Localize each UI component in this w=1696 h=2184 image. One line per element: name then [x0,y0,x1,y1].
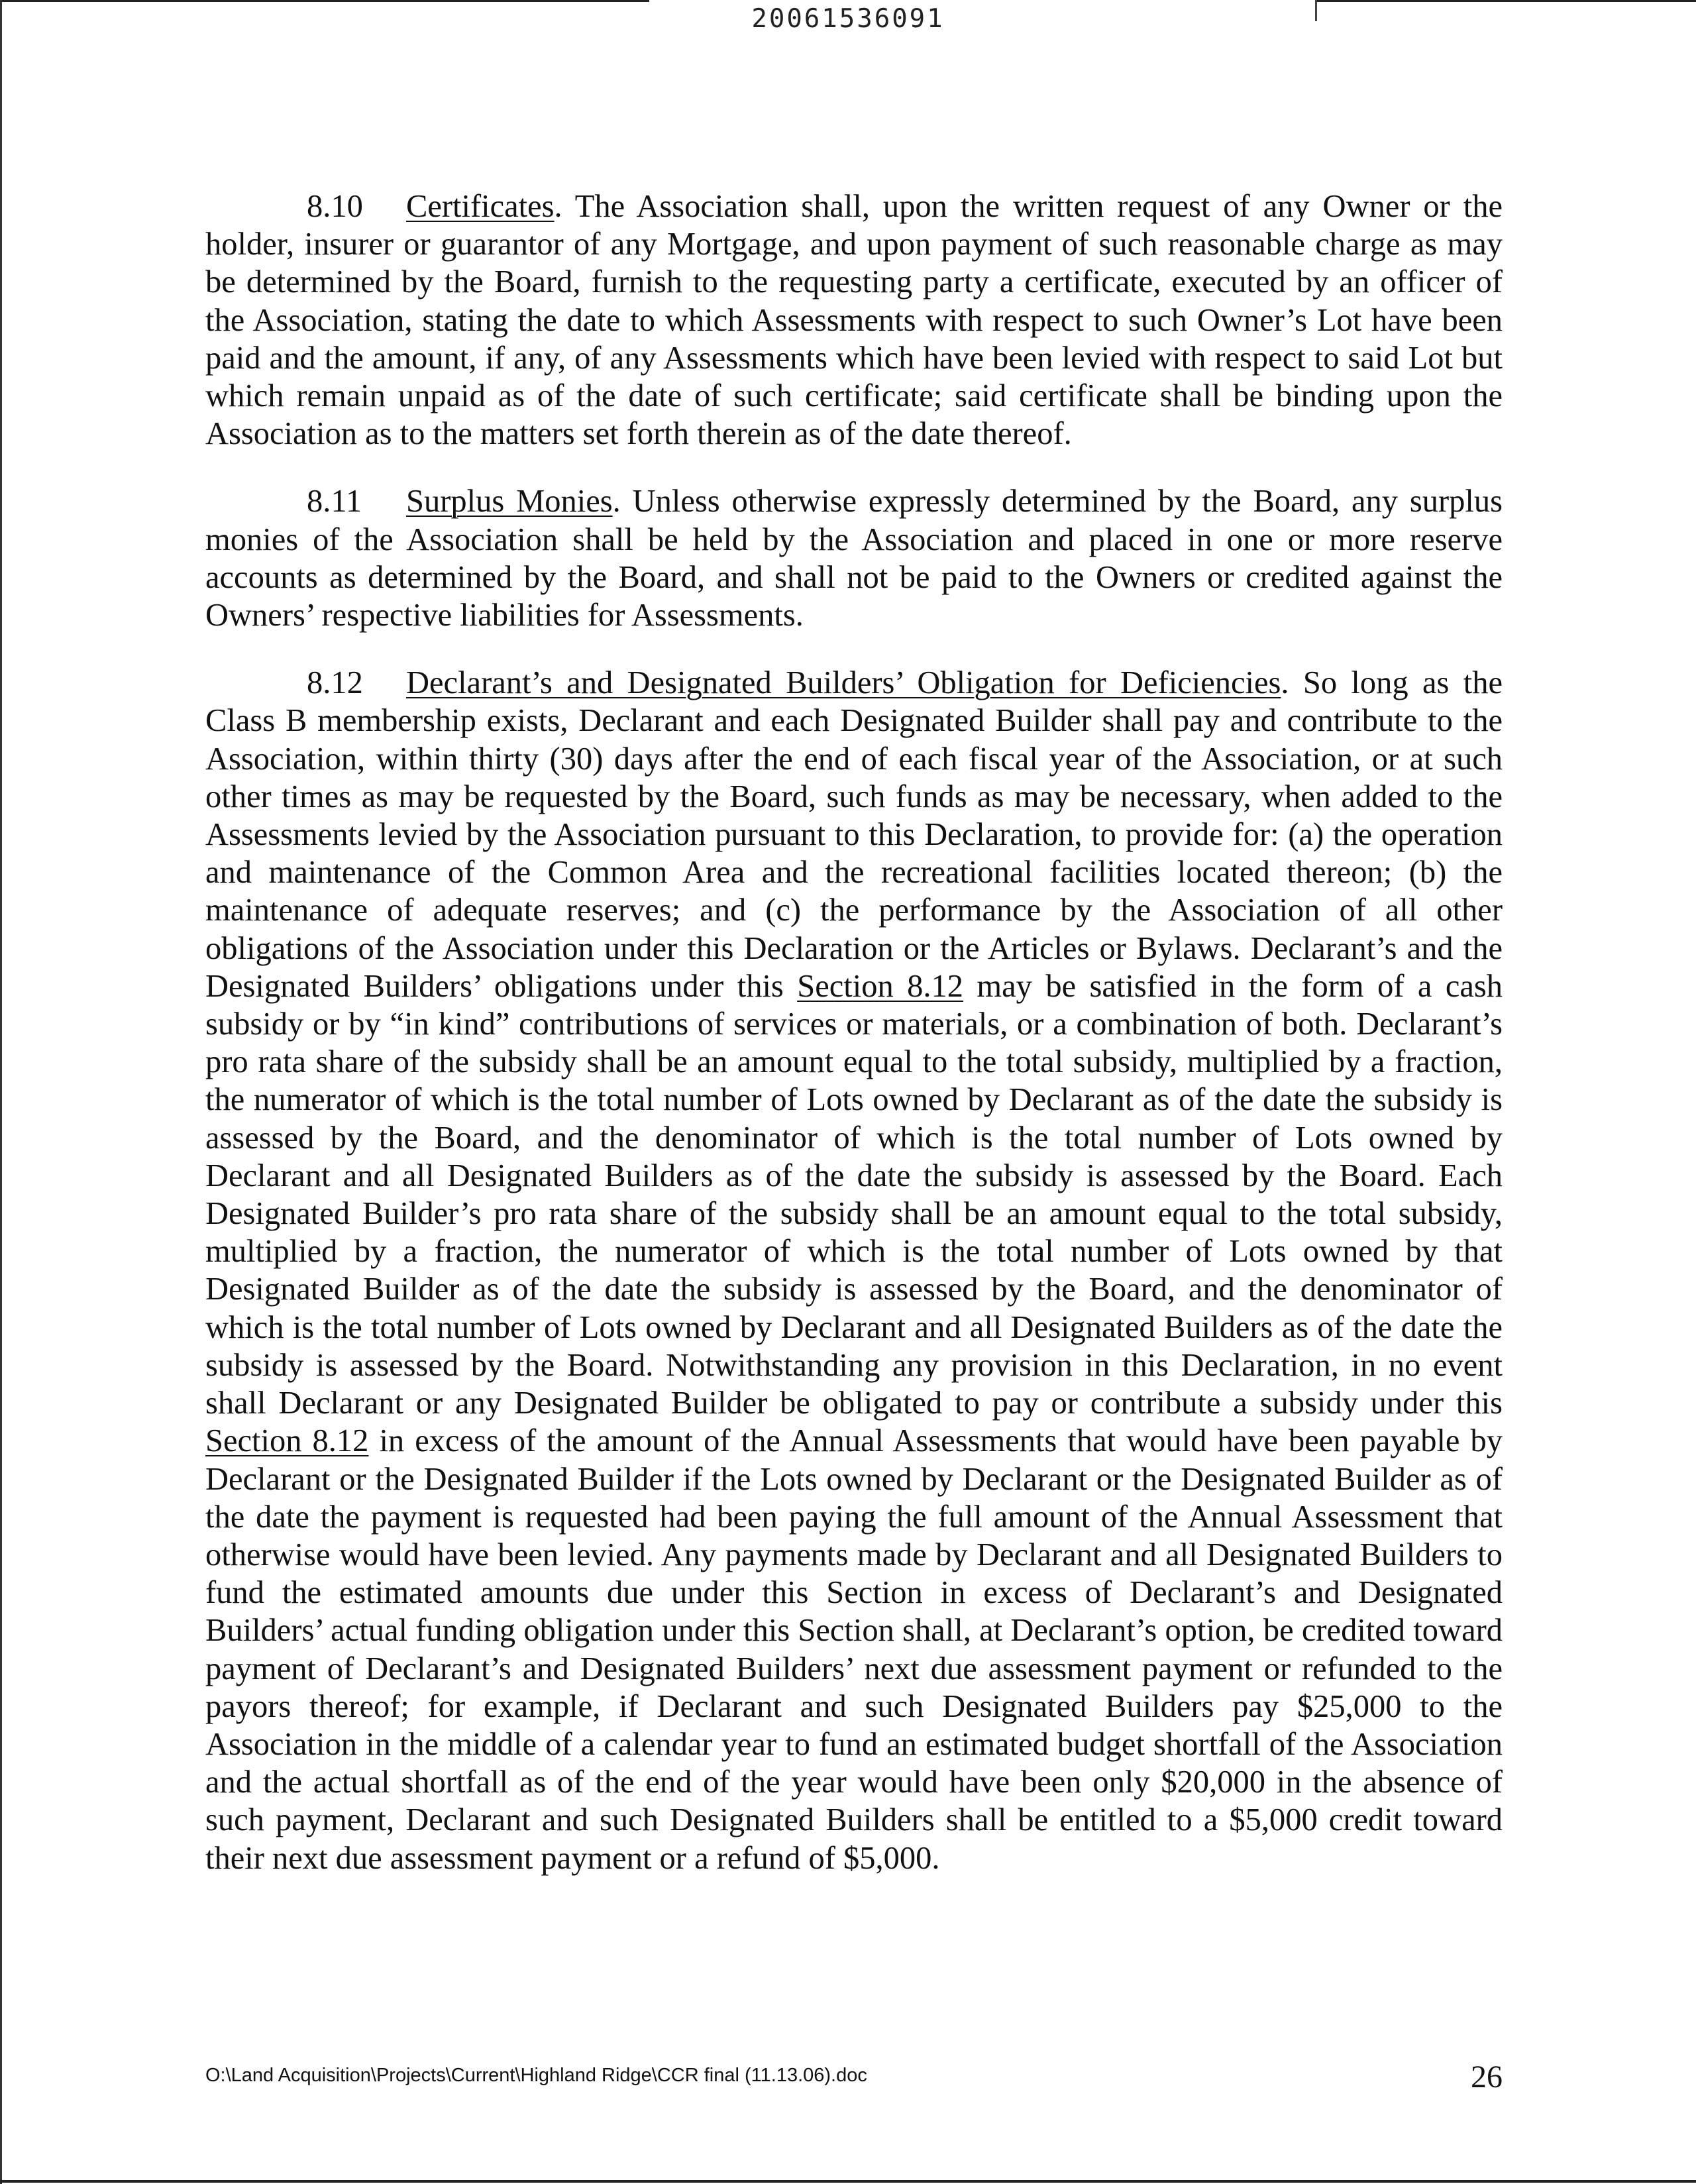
section-number: 8.12 [307,665,363,701]
section-text: in excess of the amount of the Annual Assessments that would have been payable by Declarant or the Designated Builder if the Lots owned by Declarant or the Designated Builder as of the date the payment is requested had been paying the full amount of the Annual Assessment that otherwise would have been levied. Any payments made by Declarant and all Designated Builders to fund the estimated amounts due under this Section in excess of Declarant’s and Designated Builders’ actual funding obligation under this Section shall, at Declarant’s option, be credited toward payment of Declarant’s and Designated Builders’ next due assessment payment or refunded to the payors thereof; for example, if Declarant and such Designated Builders pay $25,000 to the Association in the middle of a calendar year to fund an estimated budget shortfall of the Association and the actual shortfall as of the end of the year would have been only $20,000 in the absence of such payment, Declarant and such Designated Builders shall be entitled to a $5,000 credit toward their next due assessment payment or a refund of $5,000. [205,1423,1503,1876]
scan-edge-bottom [0,2180,1696,2183]
page-number: 26 [1471,2059,1503,2095]
section-number: 8.11 [307,484,362,519]
section-8-12 [205,664,1503,1877]
scan-edge-top-right [1315,0,1696,2]
footer-file-path: O:\Land Acquisition\Projects\Current\Highland Ridge\CCR final (11.13.06).doc [205,2065,867,2086]
document-body [205,188,1503,1907]
section-title: Declarant’s and Designated Builders’ Obligation for Deficiencies [406,665,1281,701]
section-text: may be satisfied in the form of a cash subsidy or by “in kind” contributions of services or materials, or a combination of both. Declarant’s pro rata share of the subsidy shall be an amount equal to the total subsidy, multiplied by a fraction, the numerator of which is the total number of Lots owned by Declarant as of the date the subsidy is assessed by the Board, and the denominator of which is the total number of Lots owned by Declarant and all Designated Builders as of the date the subsidy is assessed by the Board. Each Designated Builder’s pro rata share of the subsidy shall be an amount equal to the total subsidy, multiplied by a fraction, the numerator of which is the total number of Lots owned by that Designated Builder as of the date the subsidy is assessed by the Board, and the denominator of which is the total number of Lots owned by Declarant and all Designated Builders as of the date the subsidy is assessed by the Board. Notwithstanding any provision in this Declaration, in no event shall Declarant or any Designated Builder be obligated to pay or contribute a subsidy under this [205,968,1503,1421]
section-8-11 [205,482,1503,634]
scan-edge-top [0,0,649,2]
recording-number: 20061536091 [751,4,945,34]
section-title: Surplus Monies [406,484,613,519]
section-number: 8.10 [307,189,363,224]
section-text: . Unless otherwise expressly determined by the Board, any surplus monies of the Association shall be held by the Association and placed in one or more reserve accounts as determined by the Board, and shall not be paid to the Owners or credited against the Owners’ respective liabilities for Assessments. [205,484,1503,633]
section-title: Certificates [406,189,555,224]
scan-edge-left [0,0,2,2184]
section-reference: Section 8.12 [797,968,963,1004]
section-text: . The Association shall, upon the written request of any Owner or the holder, insurer or guarantor of any Mortgage, and upon payment of such reasonable charge as may be determined by the Board, furnish to the requesting party a certificate, executed by an officer of the Association, stating the date to which Assessments with respect to such Owner’s Lot have been paid and the amount, if any, of any Assessments which have been levied with respect to said Lot but which remain unpaid as of the date of such certificate; said certificate shall be binding upon the Association as to the matters set forth therein as of the date thereof. [205,189,1503,452]
section-text: . So long as the Class B membership exists, Declarant and each Designated Builder shall pay and contribute to the Association, within thirty (30) days after the end of each fiscal year of the Association, or at such other times as may be requested by the Board, such funds as may be necessary, when added to the Assessments levied by the Association pursuant to this Declaration, to provide for: (a) the operation and maintenance of the Common Area and the recreational facilities located thereon; (b) the maintenance of adequate reserves; and (c) the performance by the Association of all other obligations of the Association under this Declaration or the Articles or Bylaws. Declarant’s and the Designated Builders’ obligations under this [205,665,1503,1004]
section-8-10 [205,188,1503,453]
section-reference: Section 8.12 [205,1423,369,1459]
